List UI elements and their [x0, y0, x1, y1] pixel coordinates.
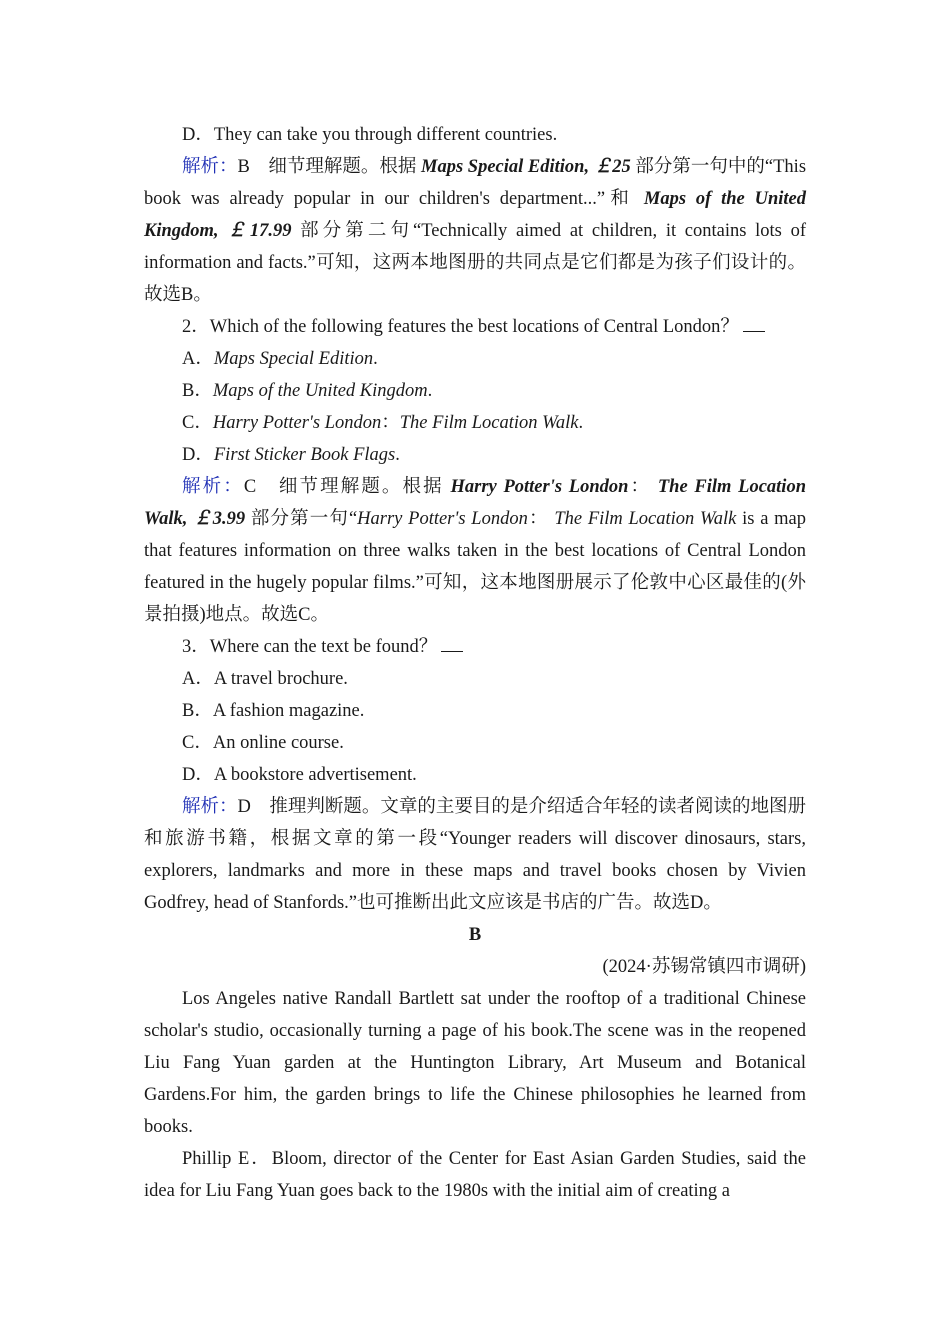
passage-paragraph: Phillip E．Bloom, director of the Center for East Asian Garden Studies, said the idea for Liu Fang Yuan goes back to the 1980s with the initial aim of creating a	[144, 1149, 806, 1201]
analysis-label: 解析：	[182, 477, 244, 497]
analysis-text: 部分第二句“Technically aimed at children, it contains lots of information and facts.”可知，这两本地图册的共同点是它们都是为孩子们设计的。故选B。	[144, 221, 806, 305]
price: ￡25	[593, 157, 631, 177]
q3-analysis: 解析：D 推理判断题。文章的主要目的是介绍适合年轻的读者阅读的地图册和旅游书籍，根据文章的第一段“Younger readers will discover dinosaurs, stars, explorers, landmarks and more in these maps and travel books chosen by Vivien Godfrey, head of Stanfords.”也可推断出此文应该是书店的广告。故选D。	[144, 797, 806, 913]
q2-analysis: 解析：C 细节理解题。根据 Harry Potter's London： The Film Location Walk, ￡3.99 部分第一句“Harry Potter's London： The Film Location Walk is a map that features information on three walks taken in the best locations of Central London featured in the hugely popular films.”可知，这本地图册展示了伦敦中心区最佳的(外景拍摄)地点。故选C。	[144, 477, 806, 625]
analysis-label: 解析：	[182, 157, 238, 177]
q3-option-a: A．A travel brochure.	[182, 669, 348, 689]
answer-blank	[441, 635, 463, 652]
q3-option-d: D．A bookstore advertisement.	[182, 765, 417, 785]
document-page	[144, 119, 806, 1207]
section-heading: B	[468, 925, 482, 945]
q2-option-c: C．Harry Potter's London：The Film Location Walk.	[182, 413, 584, 433]
analysis-text: 部分第一句中的“This book was already popular in our children's department...”和	[144, 157, 807, 209]
q2-option-d: D．First Sticker Book Flags.	[182, 445, 400, 465]
q2-option-a: A．Maps Special Edition.	[182, 349, 378, 369]
q3-option-c: C．An online course.	[182, 733, 344, 753]
q3-stem: 3．Where can the text be found？	[144, 631, 806, 663]
book-title: Maps Special Edition,	[421, 157, 590, 177]
analysis-label: 解析：	[182, 797, 238, 817]
q2-option-b: B．Maps of the United Kingdom.	[182, 381, 433, 401]
answer-blank	[743, 315, 765, 332]
section-source: (2024·苏锡常镇四市调研)	[602, 957, 806, 977]
book-title: Maps of the United Kingdom,	[144, 189, 807, 241]
analysis-text: B 细节理解题。根据	[237, 157, 417, 177]
passage-paragraph: Los Angeles native Randall Bartlett sat under the rooftop of a traditional Chinese scholar's studio, occasionally turning a page of his book.The scene was in the reopened Liu Fang Yuan garden at the Huntington Library, Art Museum and Botanical Gardens.For him, the garden brings to life the Chinese philosophies he learned from books.	[144, 989, 806, 1137]
q2-stem: 2．Which of the following features the best locations of Central London？	[144, 311, 806, 343]
q1-analysis	[144, 151, 806, 311]
q3-option-b: B．A fashion magazine.	[182, 701, 365, 721]
q1-option-d: D．They can take you through different countries.	[182, 125, 558, 145]
price: ￡17.99	[227, 221, 292, 241]
